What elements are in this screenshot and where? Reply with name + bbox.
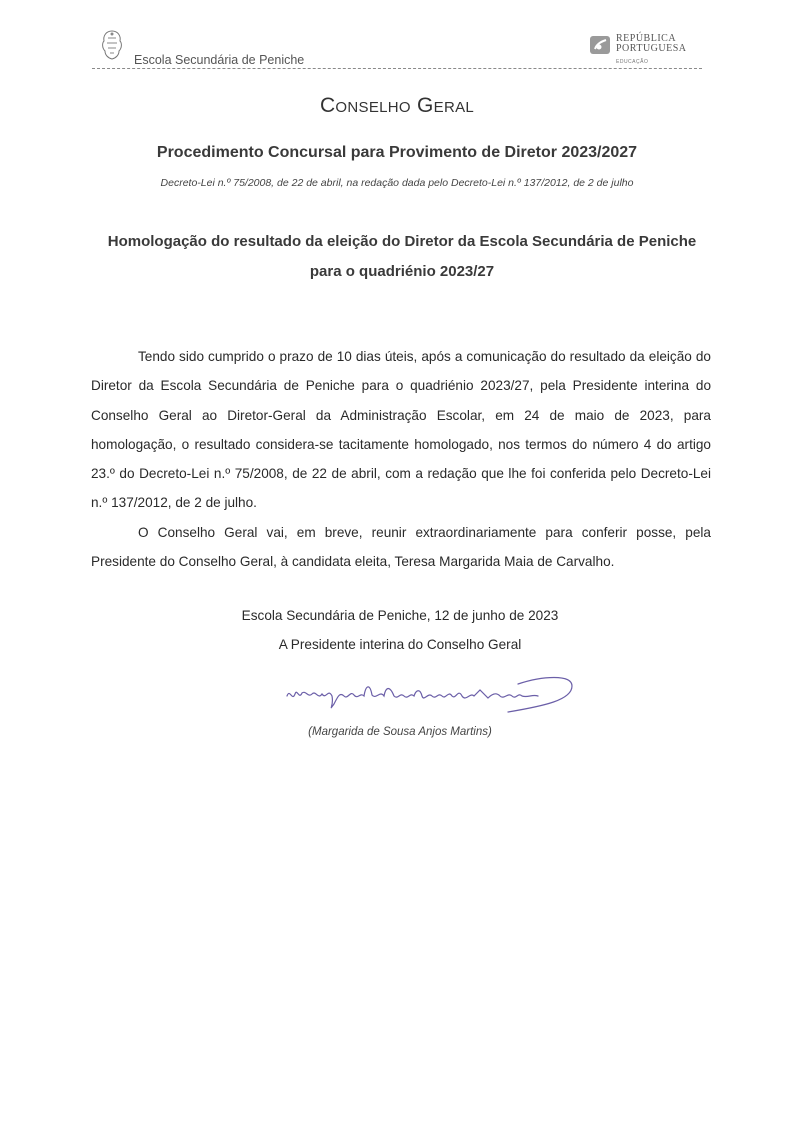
school-emblem-icon — [96, 28, 128, 62]
school-name: Escola Secundária de Peniche — [134, 53, 305, 67]
communication-date: 24 de maio de 2023 — [524, 407, 670, 423]
header-divider — [92, 68, 702, 69]
procedure-title: Procedimento Concursal para Provimento de Diretor 2023/2027 — [156, 144, 638, 161]
republica-portuguesa-logo-icon — [589, 34, 611, 56]
handwritten-signature — [282, 666, 582, 722]
letterhead — [92, 26, 702, 72]
signatory-role: A Presidente interina do Conselho Geral — [278, 637, 522, 652]
homologation-line-1: Homologação do resultado da eleição do Diretor da Escola Secundária de Peniche — [107, 233, 697, 250]
republica-line-1: REPÚBLICA — [616, 33, 677, 44]
paragraph-1 — [91, 342, 711, 518]
paragraph-2: O Conselho Geral vai, em breve, reunir extraordinariamente para conferir posse, pela Presidente do Conselho Geral, à candidata eleita, Teresa Margarida Maia de Carvalho. — [91, 524, 711, 570]
decree-reference: Decreto-Lei n.º 75/2008, de 22 de abril, na redação dada pelo Decreto-Lei n.º 137/2012, de 2 de julho — [160, 177, 634, 189]
homologation-heading — [90, 227, 714, 287]
paragraph-1-end: , para homologação, o resultado considera-se tacitamente homologado, nos termos do número 4 do artigo 23.º do Decreto-Lei n.º 75/2008, de 22 de abril, com a redação que lhe foi conferida pelo Decreto-Lei n.º 137/2012, de 2 de julho. — [91, 407, 711, 511]
paragraph-1-start: Tendo sido cumprido o prazo de 10 dias úteis, após a comunicação do resultado da eleição do Diretor da Escola Secundária de Peniche para o quadriénio 2023/27, pela Presidente interina do Conselho Geral ao Diretor-Geral da Administração Escolar, em — [91, 349, 711, 423]
place-and-date: Escola Secundária de Peniche, 12 de junho de 2023 — [241, 608, 559, 623]
body-text — [91, 342, 711, 576]
signatory-printed-name: (Margarida de Sousa Anjos Martins) — [308, 726, 492, 738]
republica-line-2: PORTUGUESA — [616, 43, 687, 54]
council-title: Conselho Geral — [319, 94, 475, 117]
homologation-line-2: para o quadriénio 2023/27 — [309, 263, 495, 280]
republica-portuguesa-label — [616, 34, 687, 54]
ministry-label: EDUCAÇÃO — [616, 59, 649, 65]
